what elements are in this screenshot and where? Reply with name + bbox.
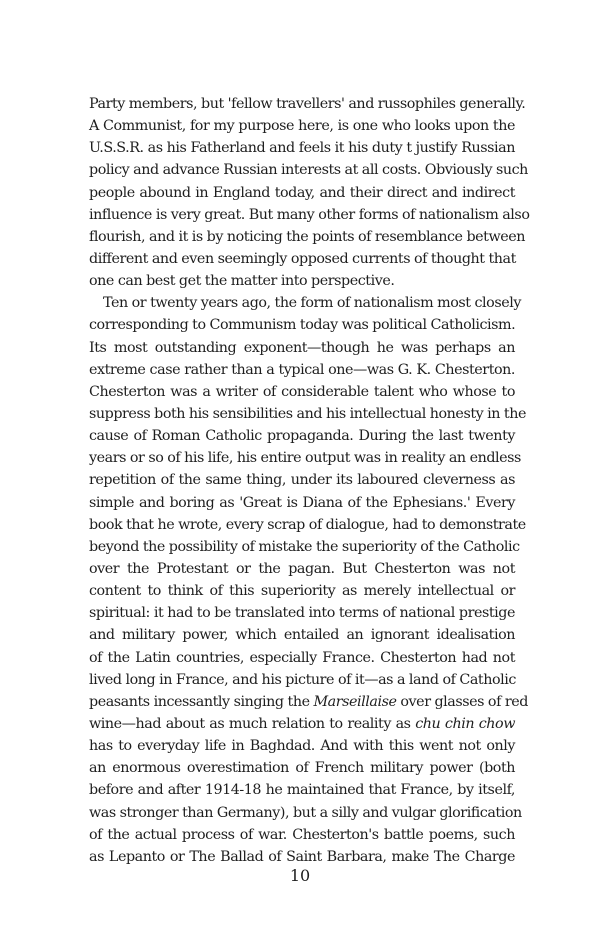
- text-line: corresponding to Communism today was political Catholicism.: [89, 317, 516, 334]
- text-line: extreme case rather than a typical one—was G. K. Chesterton.: [89, 361, 515, 378]
- text-line: Ten or twenty years ago, the form of nationalism most closely: [103, 295, 521, 312]
- text-line: as Lepanto or The Ballad of Saint Barbara, make The Charge: [89, 848, 515, 865]
- italic-phrase: Marseillaise: [313, 693, 397, 710]
- text-line: simple and boring as 'Great is Diana of the Ephesians.' Every: [89, 494, 515, 511]
- text-line: an enormous overestimation of French military power (both: [89, 760, 515, 777]
- text-line: of the actual process of war. Chesterton's battle poems, such: [89, 826, 515, 843]
- text-line: has to everyday life in Baghdad. And with this went not only: [89, 738, 515, 755]
- text-line: suppress both his sensibilities and his intellectual honesty in the: [89, 405, 526, 422]
- text-line: repetition of the same thing, under its laboured cleverness as: [89, 472, 515, 489]
- text-line: beyond the possibility of mistake the superiority of the Catholic: [89, 538, 520, 555]
- text-line: one can best get the matter into perspective.: [89, 273, 395, 290]
- text-line: influence is very great. But many other forms of nationalism also: [89, 206, 530, 223]
- text-line: wine—had about as much relation to reality as chu chin chow: [89, 715, 515, 732]
- text-line: was stronger than Germany), but a silly and vulgar glorification: [89, 804, 522, 821]
- text-line: spiritual: it had to be translated into terms of national prestige: [89, 605, 515, 622]
- text-line: years or so of his life, his entire output was in reality an endless: [89, 450, 521, 467]
- text-line: over the Protestant or the pagan. But Chesterton was not: [89, 560, 515, 577]
- text-line: book that he wrote, every scrap of dialogue, had to demonstrate: [89, 516, 526, 533]
- text-line: Party members, but 'fellow travellers' and russophiles generally.: [89, 96, 526, 112]
- text-line: A Communist, for my purpose here, is one who looks upon the: [89, 118, 515, 135]
- text-line: before and after 1914-18 he maintained that France, by itself,: [89, 782, 515, 799]
- text-line: U.S.S.R. as his Fatherland and feels it his duty t justify Russian: [89, 140, 515, 157]
- text-line: policy and advance Russian interests at all costs. Obviously such: [89, 162, 528, 179]
- text-line: and military power, which entailed an ignorant idealisation: [89, 627, 515, 644]
- text-line: different and even seemingly opposed currents of thought that: [89, 250, 516, 267]
- text-line: lived long in France, and his picture of it—as a land of Catholic: [89, 671, 516, 688]
- text-line: cause of Roman Catholic propaganda. During the last twenty: [89, 428, 515, 445]
- text-line: people abound in England today, and their direct and indirect: [89, 184, 515, 201]
- text-line: peasants incessantly singing the Marseillaise over glasses of red: [89, 693, 528, 710]
- text-line: flourish, and it is by noticing the points of resemblance between: [89, 228, 526, 245]
- body-text: [89, 93, 530, 868]
- text-line: Its most outstanding exponent—though he was perhaps an: [89, 339, 515, 356]
- text-line: Chesterton was a writer of considerable talent who whose to: [89, 383, 515, 400]
- text-line: content to think of this superiority as merely intellectual or: [89, 583, 515, 600]
- text-line: of the Latin countries, especially France. Chesterton had not: [89, 649, 515, 666]
- italic-phrase: chu chin chow: [415, 715, 515, 732]
- page-number: 10: [289, 866, 311, 885]
